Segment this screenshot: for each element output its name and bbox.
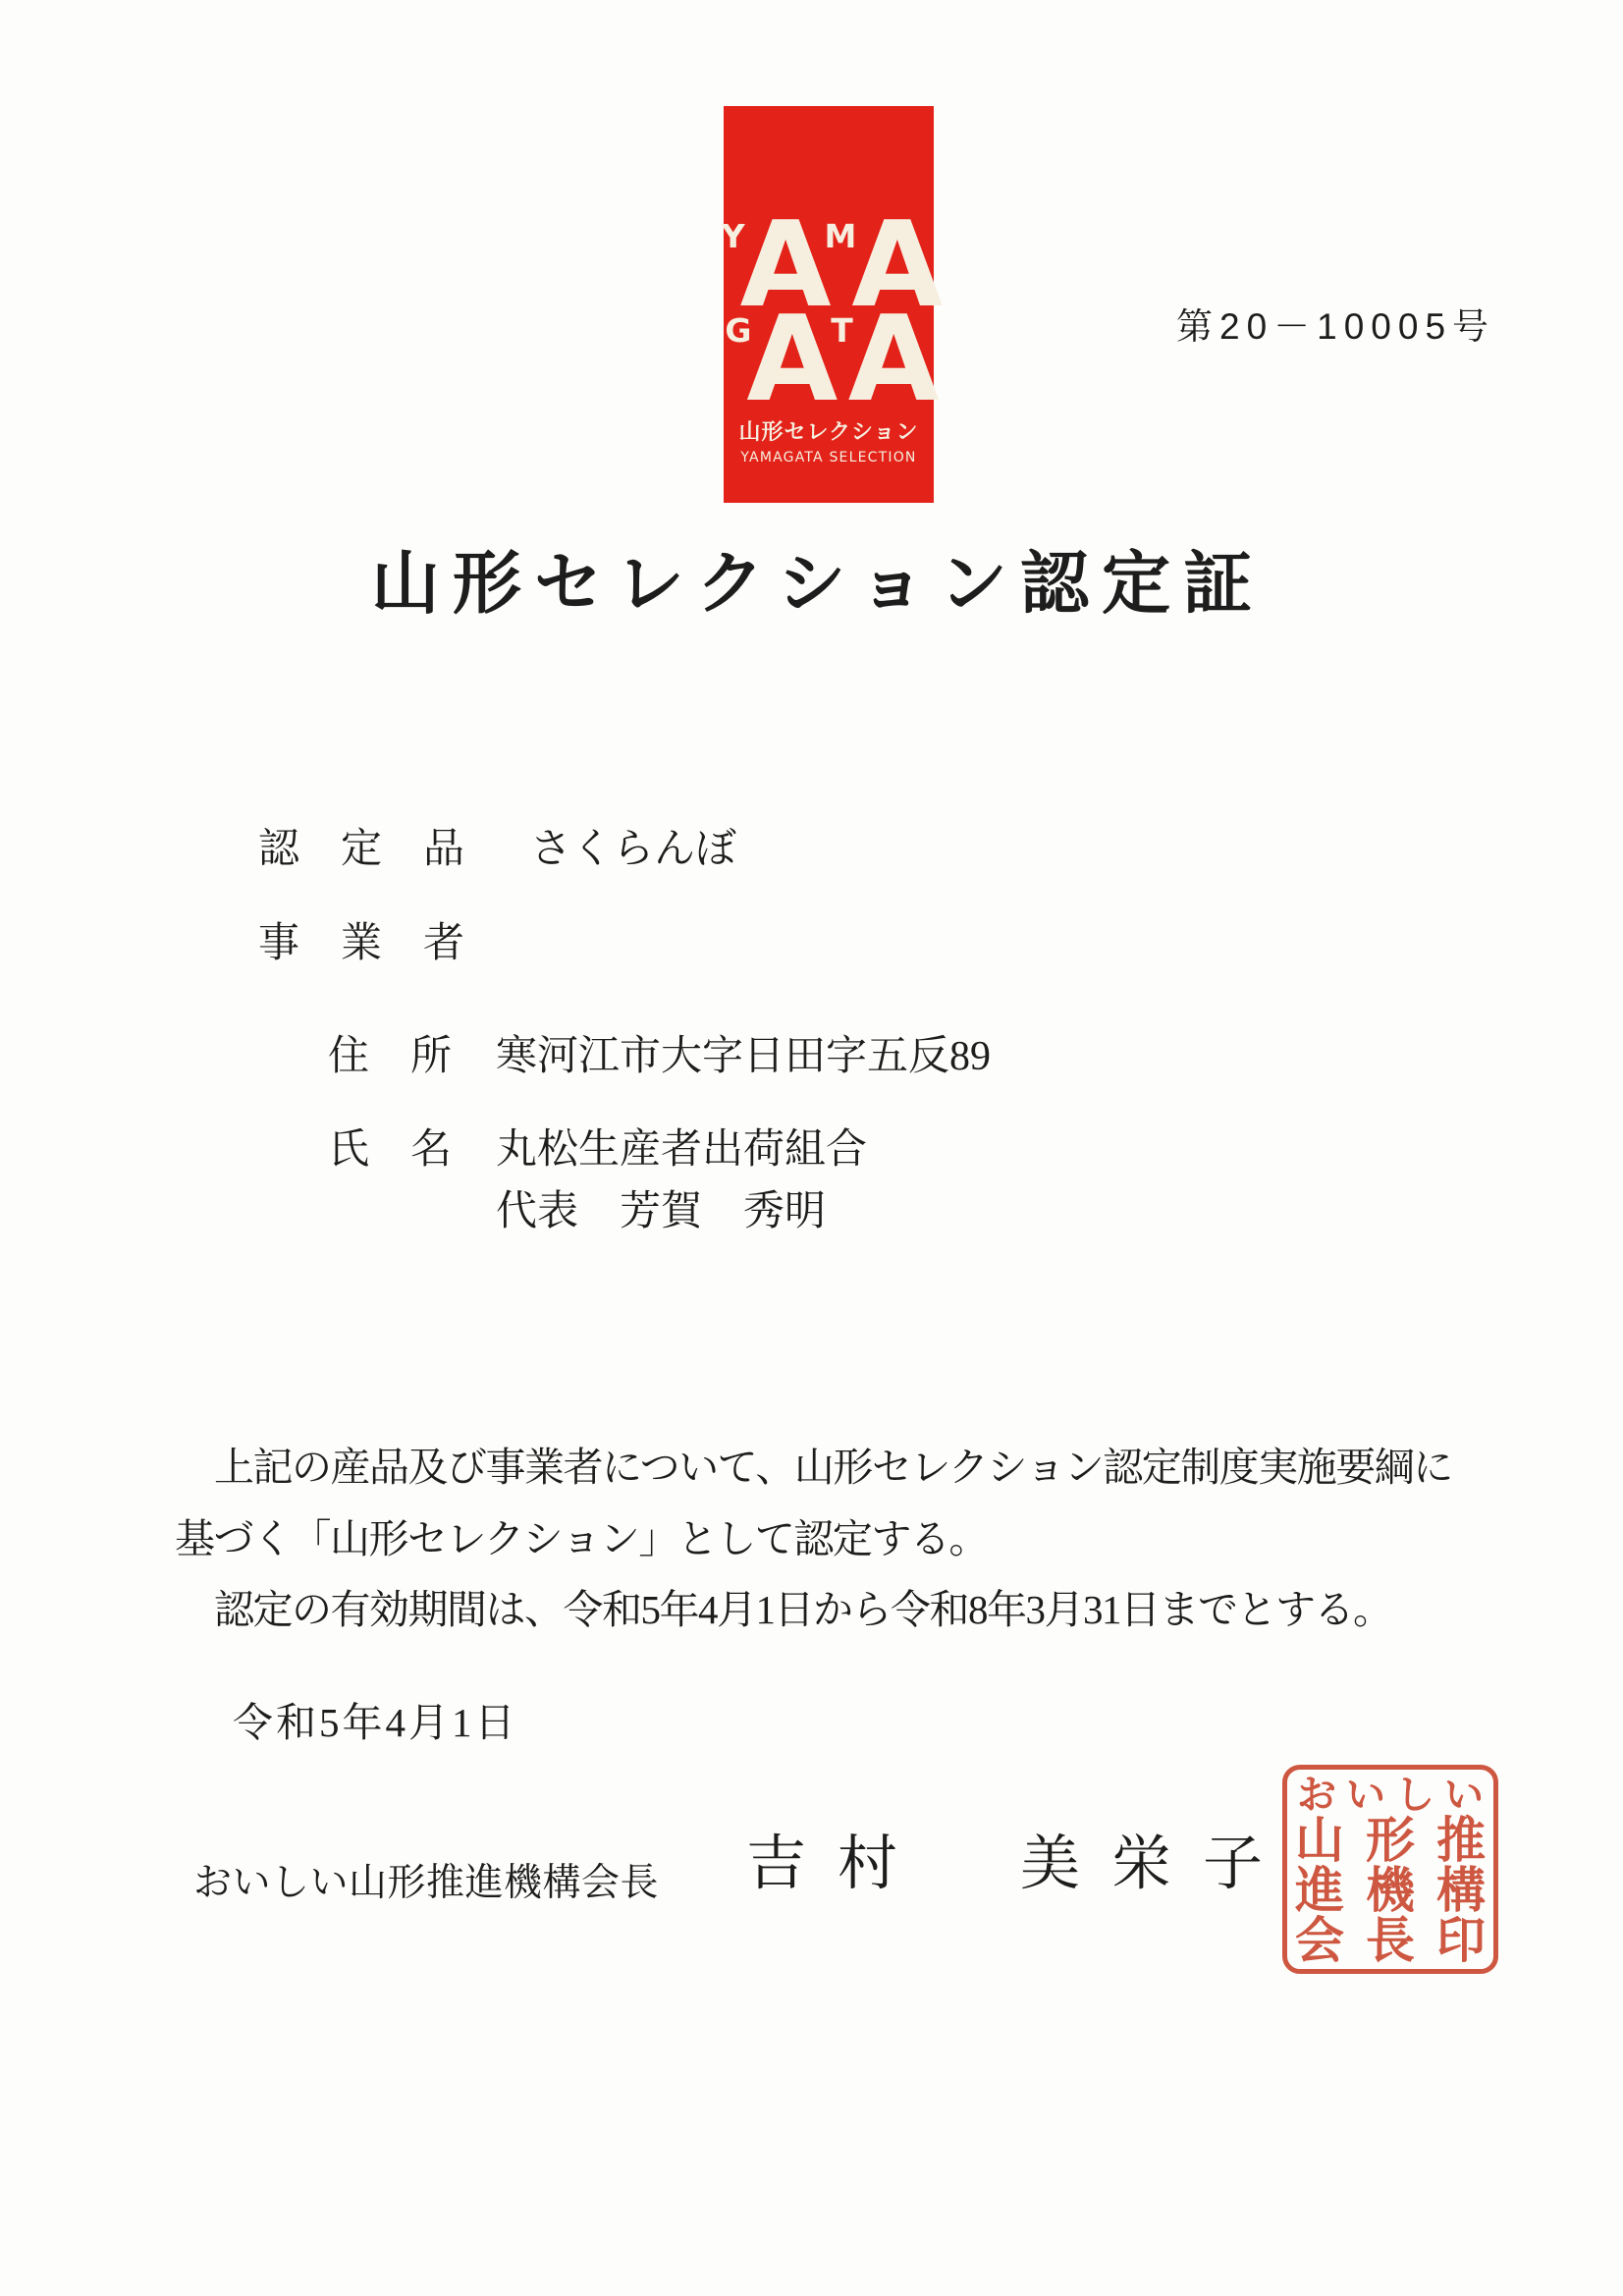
logo-letter-a4: A — [847, 292, 938, 428]
field-value-name: 丸松生産者出荷組合 — [496, 1127, 868, 1173]
official-seal — [1282, 1765, 1507, 1974]
yamagata-selection-logo — [721, 106, 942, 503]
seal-row-3: 会長印 — [1295, 1913, 1507, 1968]
field-label-name: 氏 名 — [328, 1127, 453, 1173]
logo-letters-row-2 — [724, 292, 938, 428]
logo-letter-a2: A — [851, 197, 942, 334]
body-line-3: 認定の有効期間は、令和5年4月1日から令和8年3月31日までとする。 — [214, 1587, 1392, 1632]
logo-letter-t: T — [831, 311, 853, 350]
logo-subtitle-english: YAMAGATA SELECTION — [740, 450, 917, 465]
seal-row-top: おいしい — [1297, 1773, 1493, 1817]
certificate-title: 山形セレクション認定証 — [370, 547, 1266, 623]
logo-letter-a1: A — [739, 197, 830, 334]
issuer-name: 吉村 美栄子 — [746, 1831, 1295, 1897]
field-value-certified-product: さくらんぼ — [530, 827, 737, 872]
certificate-number: 第20－10005号 — [1176, 306, 1496, 347]
issuer-title: おいしい山形推進機構会長 — [193, 1862, 660, 1904]
field-label-address: 住 所 — [328, 1034, 453, 1079]
field-value-representative: 代表 芳賀 秀明 — [496, 1189, 827, 1234]
issue-date: 令和5年4月1日 — [233, 1700, 518, 1745]
seal-row-2: 進機構 — [1295, 1863, 1507, 1918]
field-value-address: 寒河江市大字日田字五反89 — [496, 1034, 992, 1079]
body-line-1: 上記の産品及び事業者について、山形セレクション認定制度実施要綱に — [214, 1445, 1452, 1490]
field-label-certified-product: 認 定 品 — [258, 827, 465, 872]
body-line-2: 基づく「山形セレクション」として認定する。 — [175, 1516, 988, 1561]
logo-letter-y: Y — [721, 217, 745, 255]
logo-letter-g: G — [725, 311, 752, 350]
field-label-business-operator: 事 業 者 — [258, 921, 465, 966]
seal-row-1: 山形推 — [1295, 1813, 1507, 1868]
logo-letter-a3: A — [746, 292, 837, 428]
logo-subtitle-japanese: 山形セレクション — [738, 420, 919, 445]
logo-letter-m: M — [824, 217, 857, 255]
